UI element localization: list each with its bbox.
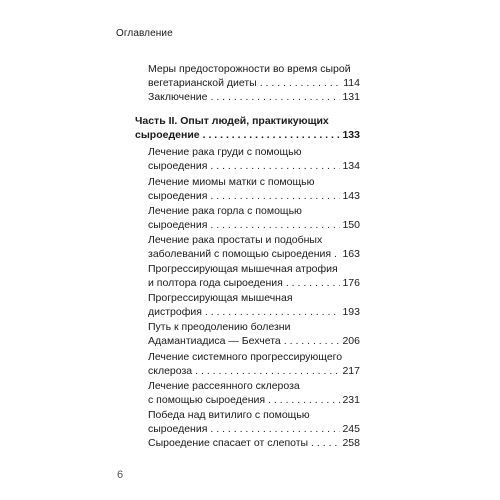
dot-leader <box>203 128 341 142</box>
toc-entry-title-line: Лечение системного прогрессирующего <box>148 351 343 363</box>
toc-entry-title-line: Лечение рака простаты и подобных <box>148 234 323 246</box>
toc-entry-page: 258 <box>342 437 360 449</box>
dot-leader <box>334 247 340 261</box>
toc-entry-page: 114 <box>343 77 360 89</box>
running-head: Оглавление <box>116 28 173 39</box>
toc-entry <box>148 145 360 173</box>
toc-entry-page: 150 <box>342 219 360 231</box>
toc-entry-page: 206 <box>342 335 360 347</box>
toc-entry-title-line: Меры предосторожности во время сырой <box>148 63 351 75</box>
toc-entry-title-line: сыроедение <box>135 129 200 141</box>
toc-entry-page: 134 <box>342 160 360 172</box>
toc-entry <box>148 175 360 203</box>
dot-leader <box>205 305 341 319</box>
toc-entry-title-line: Часть II. Опыт людей, практикующих <box>135 115 329 127</box>
toc-entry-page: 245 <box>342 423 360 435</box>
dot-leader <box>210 422 340 436</box>
toc-part-heading <box>135 114 360 142</box>
dot-leader <box>210 189 340 203</box>
toc-entry-title-line: Адамантиадиса — Бехчета <box>148 335 281 347</box>
toc-entry-page: 176 <box>342 277 360 289</box>
page-number: 6 <box>117 469 124 481</box>
dot-leader <box>210 159 340 173</box>
toc-entry-title-line: Лечение миомы матки с помощью <box>148 176 315 188</box>
toc-entry <box>148 90 360 104</box>
toc-entry <box>148 233 360 261</box>
toc-entry <box>148 350 360 378</box>
toc-entry <box>148 320 360 348</box>
toc-entry-title-line: сыроедения <box>148 219 208 231</box>
dot-leader <box>284 334 341 348</box>
toc-entry-title-line: с помощью сыроедения <box>148 394 266 406</box>
toc-entry-page: 163 <box>342 248 360 260</box>
toc-entry-page: 143 <box>342 190 360 202</box>
toc-entry-title-line: сыроедения <box>148 190 208 202</box>
toc-entry <box>148 408 360 436</box>
toc-entry-title-line: Прогрессирующая мышечная атрофия <box>148 263 338 275</box>
toc-entry-title-line: склероза <box>148 365 193 377</box>
toc-entry-title-line: Лечение рассеянного склероза <box>148 380 300 392</box>
toc-entry-page: 131 <box>342 91 360 103</box>
toc-entry <box>148 436 360 450</box>
dot-leader <box>195 364 340 378</box>
toc-entry-title-line: сыроедения <box>148 160 208 172</box>
toc-entry <box>148 379 360 407</box>
toc-entry <box>148 204 360 232</box>
toc-entry <box>148 291 360 319</box>
toc-entry-title-line: вегетарианской диеты <box>148 77 257 89</box>
toc-entry-title-line: Путь к преодолению болезни <box>148 321 291 333</box>
toc-entry-title-line: Победа над витилиго с помощью <box>148 409 310 421</box>
toc-entry-title-line: Лечение рака горла с помощью <box>148 205 302 217</box>
toc-entry <box>148 62 360 90</box>
dot-leader <box>260 76 342 90</box>
toc-entry-title-line: и полтора года сыроедения <box>148 277 283 289</box>
toc-entry-title-line: дистрофия <box>148 306 202 318</box>
toc-entry-page: 217 <box>342 365 360 377</box>
toc-entry-page: 231 <box>342 394 360 406</box>
toc-entry-page: 133 <box>342 129 360 141</box>
toc-entry-page: 193 <box>342 306 360 318</box>
toc-entry-title-line: заболеваний с помощью сыроедения <box>148 248 332 260</box>
toc-entry-title-line: Лечение рака груди с помощью <box>148 146 302 158</box>
toc-entry <box>148 262 360 290</box>
dot-leader <box>210 90 340 104</box>
dot-leader <box>311 436 340 450</box>
toc-entry-title-line: Прогрессирующая мышечная <box>148 292 293 304</box>
dot-leader <box>286 276 341 290</box>
toc-entry-title-line: Заключение <box>148 91 208 103</box>
dot-leader <box>210 218 340 232</box>
toc-entry-title-line: сыроедения <box>148 423 208 435</box>
toc-entry-title-line: Сыроедение спасает от слепоты <box>148 437 309 449</box>
dot-leader <box>268 393 340 407</box>
